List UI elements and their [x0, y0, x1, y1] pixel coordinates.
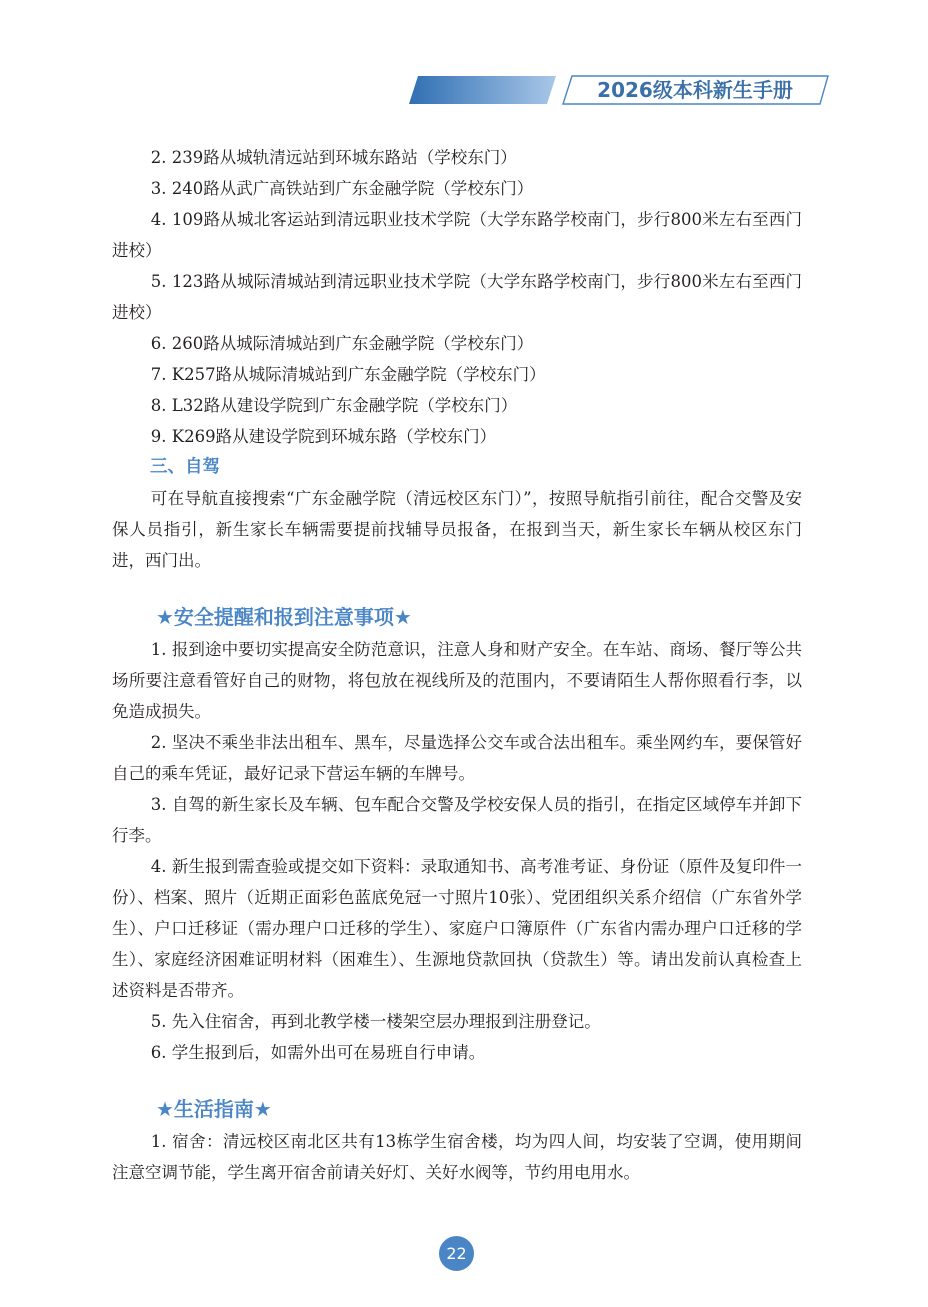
safety-section-heading: ★安全提醒和报到注意事项★ — [156, 605, 412, 629]
header-blue-bar — [409, 76, 556, 104]
safety-item: 1. 报到途中要切实提高安全防范意识，注意人身和财产安全。在车站、商场、餐厅等公共场所要注意看管好自己的财物，将包放在视线所及的范围内，不要请陌生人帮你照看行李，以免造成损失。 — [112, 640, 802, 721]
page-number-badge: 22 — [439, 1236, 474, 1271]
bus-route-item: 9. K269路从建设学院到环城东路（学校东门） — [150, 427, 497, 446]
self-drive-text: 可在导航直接搜索“广东金融学院（清远校区东门）”，按照导航指引前往，配合交警及安保人员指引，新生家长车辆需要提前找辅导员报备，在报到当天，新生家长车辆从校区东门进，西门出。 — [112, 489, 802, 570]
life-guide-heading: ★生活指南★ — [156, 1097, 272, 1121]
bus-route-item: 5. 123路从城际清城站到清远职业技术学院（大学东路学校南门，步行800米左右至西门进校） — [112, 272, 802, 322]
bus-route-item: 7. K257路从城际清城站到广东金融学院（学校东门） — [150, 365, 546, 384]
header-banner-graphic — [0, 0, 928, 140]
safety-item: 6. 学生报到后，如需外出可在易班自行申请。 — [150, 1043, 486, 1062]
safety-item: 4. 新生报到需查验或提交如下资料：录取通知书、高考准考证、身份证（原件及复印件一份）、档案、照片（近期正面彩色蓝底免冠一寸照片10张）、党团组织关系介绍信（广东省外学生）、户口迁移证（需办理户口迁移的学生）、家庭户口簿原件（广东省内需办理户口迁移的学生）、家庭经济困难证明材料（困难生）、生源地贷款回执（贷款生）等。请出发前认真检查上述资料是否带齐。 — [112, 857, 802, 1000]
handbook-title: 2026级本科新生手册 — [597, 78, 793, 102]
bus-route-item: 2. 239路从城轨清远站到环城东路站（学校东门） — [150, 148, 517, 167]
bus-route-item: 4. 109路从城北客运站到清远职业技术学院（大学东路学校南门，步行800米左右至西门进校） — [112, 210, 802, 260]
page-header — [0, 0, 928, 140]
bus-route-item: 6. 260路从城际清城站到广东金融学院（学校东门） — [150, 334, 534, 353]
safety-item: 5. 先入住宿舍，再到北教学楼一楼架空层办理报到注册登记。 — [150, 1012, 601, 1031]
self-drive-heading: 三、自驾 — [150, 457, 220, 477]
life-guide-item: 1. 宿舍：清远校区南北区共有13栋学生宿舍楼，均为四人间，均安装了空调，使用期间注意空调节能，学生离开宿舍前请关好灯、关好水阀等，节约用电用水。 — [112, 1132, 802, 1182]
page-content — [112, 142, 802, 1188]
safety-item: 2. 坚决不乘坐非法出租车、黑车，尽量选择公交车或合法出租车。乘坐网约车，要保管好自己的乘车凭证，最好记录下营运车辆的车牌号。 — [112, 733, 802, 783]
safety-item: 3. 自驾的新生家长及车辆、包车配合交警及学校安保人员的指引，在指定区域停车并卸下行李。 — [112, 795, 802, 845]
bus-route-item: 3. 240路从武广高铁站到广东金融学院（学校东门） — [150, 179, 534, 198]
bus-route-item: 8. L32路从建设学院到广东金融学院（学校东门） — [150, 396, 518, 415]
